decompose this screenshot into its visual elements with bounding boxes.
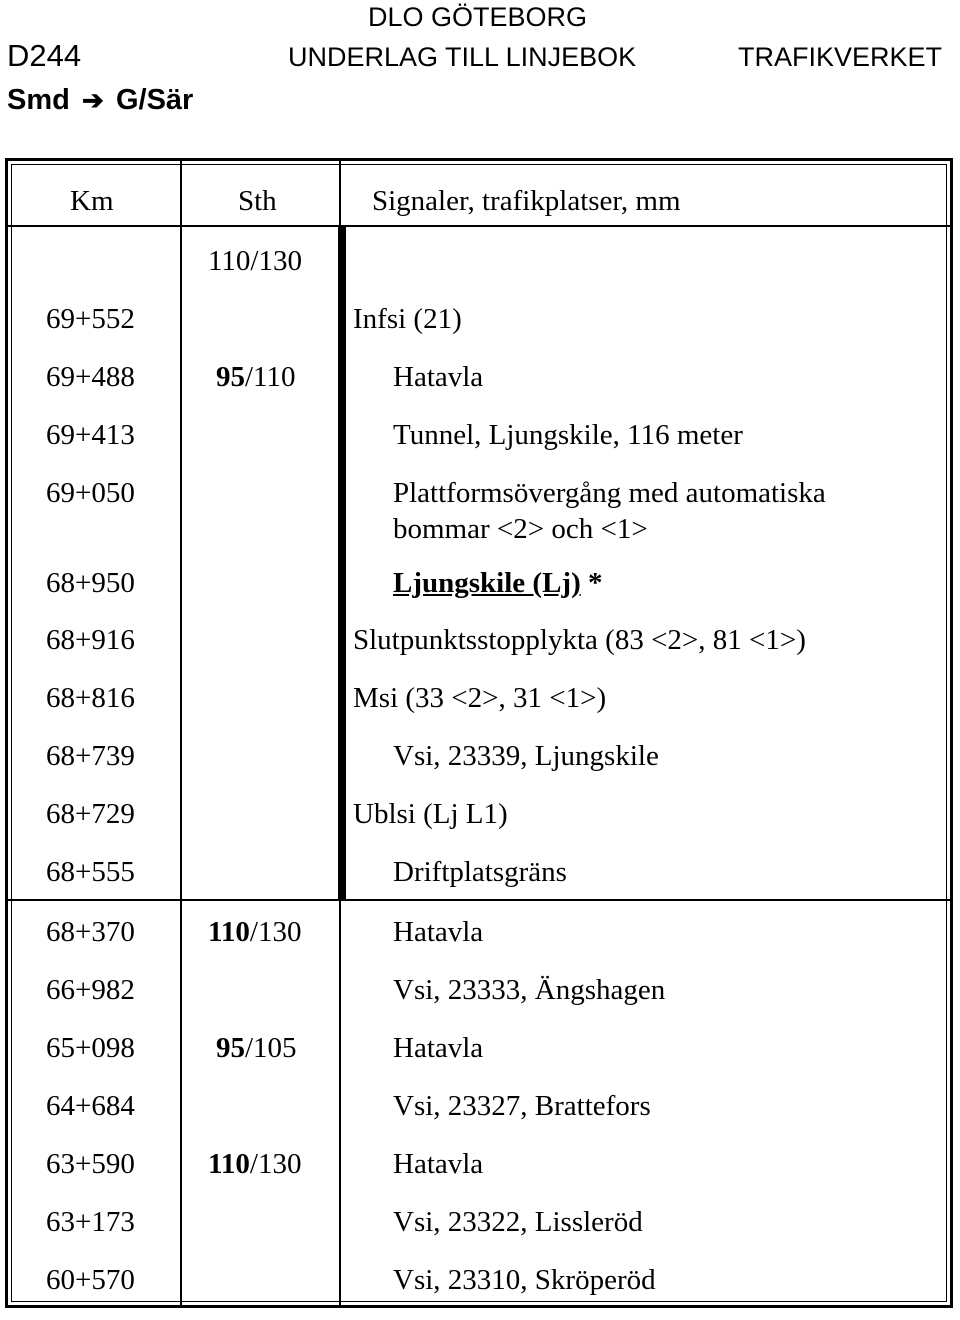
signal-text: Vsi, 23310, Skröperöd — [393, 1264, 656, 1296]
sth-new-speed: 110 — [208, 1148, 250, 1180]
signal-text: Vsi, 23339, Ljungskile — [393, 740, 659, 772]
signal-text: Hatavla — [393, 1148, 484, 1180]
signal-cell — [393, 417, 743, 453]
signal-text: Msi (33 <2>, 31 <1>) — [353, 682, 607, 714]
station-note-marker: * — [580, 567, 603, 599]
sth-speed-rest: /130 — [249, 1148, 302, 1180]
signal-text: Hatavla — [393, 361, 484, 393]
station-boundary-divider — [8, 899, 950, 901]
signal-text: Driftplatsgräns — [393, 856, 567, 888]
table-row — [8, 796, 950, 836]
signal-cell — [393, 475, 826, 547]
signal-cell — [393, 738, 659, 774]
sth-cell — [216, 359, 295, 395]
table-row — [8, 301, 950, 341]
signal-text: Tunnel, Ljungskile, 116 meter — [393, 419, 743, 451]
signal-cell — [353, 622, 806, 658]
table-row — [8, 622, 950, 662]
header-divider — [8, 225, 950, 227]
table-row — [8, 1204, 950, 1244]
station-name: Ljungskile (Lj) — [393, 567, 581, 599]
km-cell: 69+552 — [46, 303, 135, 335]
route-to: G/Sär — [115, 84, 194, 116]
km-cell: 69+050 — [46, 477, 135, 509]
signal-cell — [393, 854, 567, 890]
signal-text: Vsi, 23322, Lissleröd — [393, 1206, 643, 1238]
signal-text: Vsi, 23327, Brattefors — [393, 1090, 651, 1122]
signal-cell — [393, 1030, 483, 1066]
line-table — [5, 158, 953, 1308]
sth-speed-rest: /110 — [245, 361, 296, 393]
km-cell: 63+590 — [46, 1148, 135, 1180]
sth-cell — [216, 1030, 297, 1066]
km-cell: 68+816 — [46, 682, 135, 714]
table-row — [8, 914, 950, 954]
km-cell: 69+413 — [46, 419, 135, 451]
table-row — [8, 1030, 950, 1070]
signal-text: Plattformsövergång med automatiska — [393, 477, 826, 509]
sth-speed-rest: /130 — [249, 916, 302, 948]
table-row — [8, 738, 950, 778]
km-cell: 68+729 — [46, 798, 135, 830]
sth-new-speed: 110 — [208, 916, 250, 948]
signal-cell — [353, 680, 606, 716]
km-cell: 68+739 — [46, 740, 135, 772]
table-row — [8, 854, 950, 894]
organization-name: TRAFIKVERKET — [738, 42, 943, 72]
table-row — [8, 1146, 950, 1186]
table-row — [8, 475, 950, 545]
km-cell: 68+950 — [46, 567, 135, 599]
signal-cell — [353, 301, 462, 337]
table-row — [8, 417, 950, 457]
signal-cell — [393, 1262, 656, 1298]
signal-text: Ublsi (Lj L1) — [353, 798, 508, 830]
document-subtitle: UNDERLAG TILL LINJEBOK — [288, 42, 637, 72]
initial-speed-row — [8, 243, 950, 283]
document-code: D244 — [7, 38, 82, 73]
region-title: DLO GÖTEBORG — [368, 2, 588, 32]
signal-text: Slutpunktsstopplykta (83 <2>, 81 <1>) — [353, 624, 806, 656]
table-row — [8, 680, 950, 720]
signal-cell — [393, 359, 483, 395]
km-cell: 64+684 — [46, 1090, 135, 1122]
table-row — [8, 1262, 950, 1302]
signal-cell — [393, 972, 665, 1008]
signal-cell — [353, 796, 508, 832]
signal-cell — [393, 565, 602, 601]
km-cell: 63+173 — [46, 1206, 135, 1238]
column-header-km: Km — [70, 185, 114, 217]
initial-sth: 110/130 — [208, 245, 302, 277]
signal-cell — [393, 1146, 483, 1182]
signal-text: Infsi (21) — [353, 303, 462, 335]
route-from: Smd — [7, 84, 70, 116]
km-cell: 68+555 — [46, 856, 135, 888]
sth-new-speed: 95 — [216, 1032, 245, 1064]
km-cell: 68+370 — [46, 916, 135, 948]
km-cell: 69+488 — [46, 361, 135, 393]
route-heading — [7, 84, 193, 117]
table-row — [8, 565, 950, 605]
sth-new-speed: 95 — [216, 361, 245, 393]
km-cell: 68+916 — [46, 624, 135, 656]
column-header-signals: Signaler, trafikplatser, mm — [372, 185, 681, 217]
signal-cell — [393, 1088, 651, 1124]
sth-cell — [208, 1146, 301, 1182]
km-cell: 65+098 — [46, 1032, 135, 1064]
signal-text: Hatavla — [393, 1032, 484, 1064]
signal-cell — [393, 914, 483, 950]
km-cell: 66+982 — [46, 974, 135, 1006]
sth-speed-rest: /105 — [245, 1032, 297, 1064]
sth-cell — [208, 914, 301, 950]
column-header-sth: Sth — [238, 185, 277, 217]
table-row — [8, 1088, 950, 1128]
signal-text: Vsi, 23333, Ängshagen — [393, 974, 666, 1006]
table-row — [8, 972, 950, 1012]
arrow-right-icon: ➔ — [82, 85, 104, 115]
table-row — [8, 359, 950, 399]
signal-cell — [393, 1204, 643, 1240]
signal-text: Hatavla — [393, 916, 484, 948]
signal-text-line2: bommar <2> och <1> — [393, 513, 648, 545]
km-cell: 60+570 — [46, 1264, 135, 1296]
